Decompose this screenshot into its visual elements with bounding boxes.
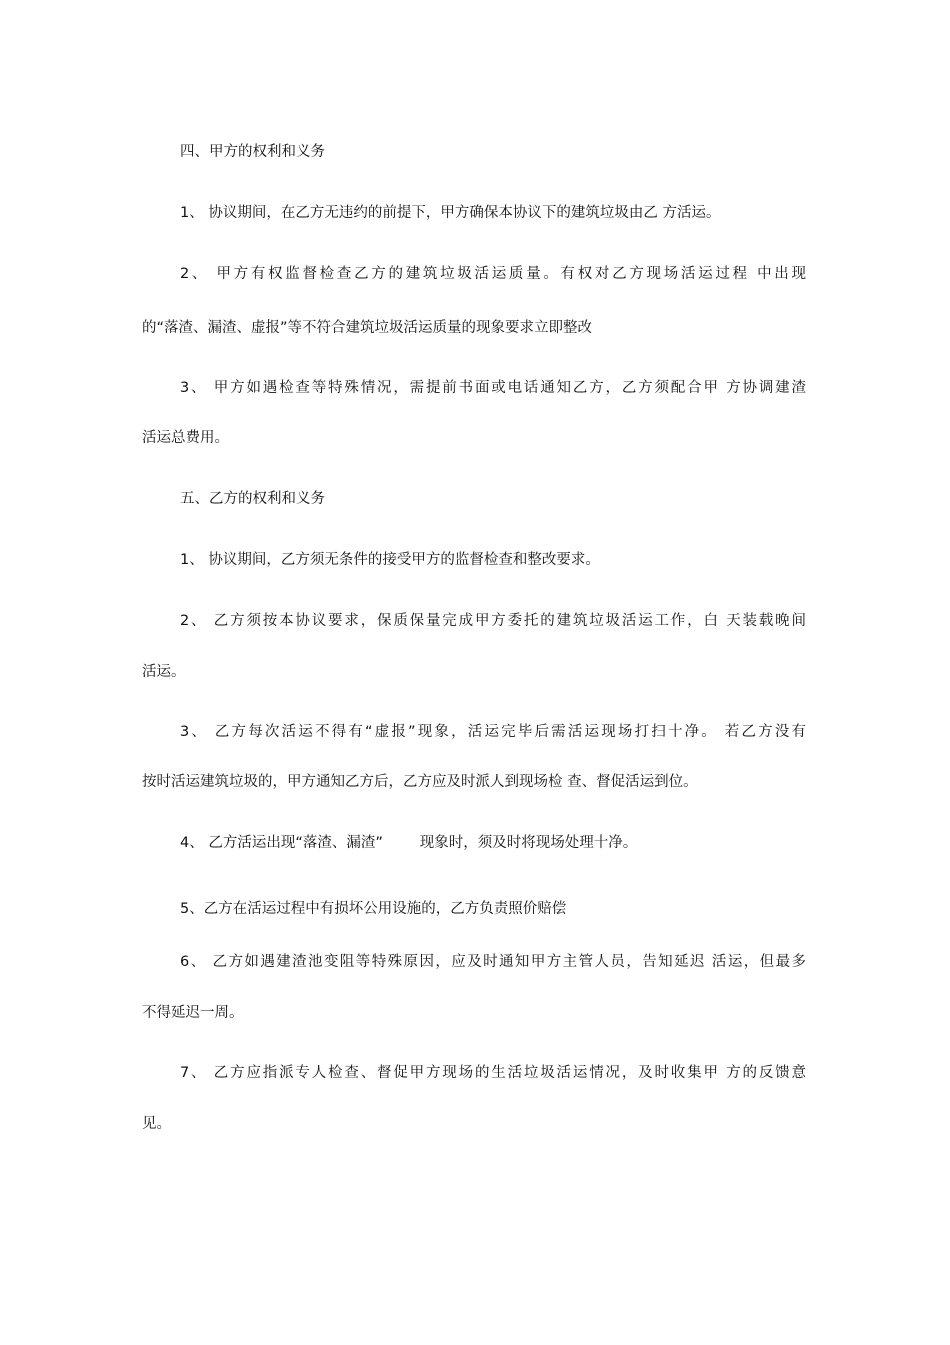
section-5-item-3-line-2: 按时活运建筑垃圾的，甲方通知乙方后，乙方应及时派人到现场检 查、督促活运到位。 bbox=[142, 774, 698, 790]
section-4-item-3-line-1: 3、 甲方如遇检查等特殊情况，需提前书面或电话通知乙方，乙方须配合甲 方协调建渣 bbox=[180, 380, 806, 396]
section-4-item-2-line-1: 2、 甲方有权监督检查乙方的建筑垃圾活运质量。有权对乙方现场活运过程 中出现 bbox=[180, 266, 806, 282]
section-5-item-7-line-2: 见。 bbox=[142, 1116, 171, 1132]
section-5-item-4: 4、 乙方活运出现“落渣、漏渣” 现象时，须及时将现场处理十净。 bbox=[180, 835, 638, 851]
section-5-item-1: 1、 协议期间，乙方须无条件的接受甲方的监督检查和整改要求。 bbox=[180, 552, 600, 568]
section-4-item-2-line-2: 的“落渣、漏渣、虚报”等不符合建筑垃圾活运质量的现象要求立即整改 bbox=[142, 320, 593, 336]
section-5-title: 五、乙方的权利和义务 bbox=[180, 491, 325, 507]
section-4-item-3-line-2: 活运总费用。 bbox=[142, 430, 229, 446]
section-5-item-5: 5、乙方在活运过程中有损坏公用设施的，乙方负责照价赔偿 bbox=[180, 901, 567, 917]
section-5-item-7-line-1: 7、 乙方应指派专人检查、督促甲方现场的生活垃圾活运情况，及时收集甲 方的反馈意 bbox=[180, 1065, 806, 1081]
section-4-item-1: 1、 协议期间，在乙方无违约的前提下，甲方确保本协议下的建筑垃圾由乙 方活运。 bbox=[180, 205, 721, 221]
section-5-item-6-line-1: 6、 乙方如遇建渣池变阻等特殊原因，应及时通知甲方主管人员，告知延迟 活运，但最多 bbox=[180, 954, 806, 970]
section-5-item-2-line-2: 活运。 bbox=[142, 664, 186, 680]
section-5-item-2-line-1: 2、 乙方须按本协议要求，保质保量完成甲方委托的建筑垃圾活运工作，白 天装载晚间 bbox=[180, 613, 806, 629]
section-5-item-3-line-1: 3、 乙方每次活运不得有“虚报”现象，活运完毕后需活运现场打扫十净。 若乙方没有 bbox=[180, 724, 806, 740]
section-4-title: 四、甲方的权利和义务 bbox=[180, 144, 325, 160]
section-5-item-6-line-2: 不得延迟一周。 bbox=[142, 1005, 244, 1021]
